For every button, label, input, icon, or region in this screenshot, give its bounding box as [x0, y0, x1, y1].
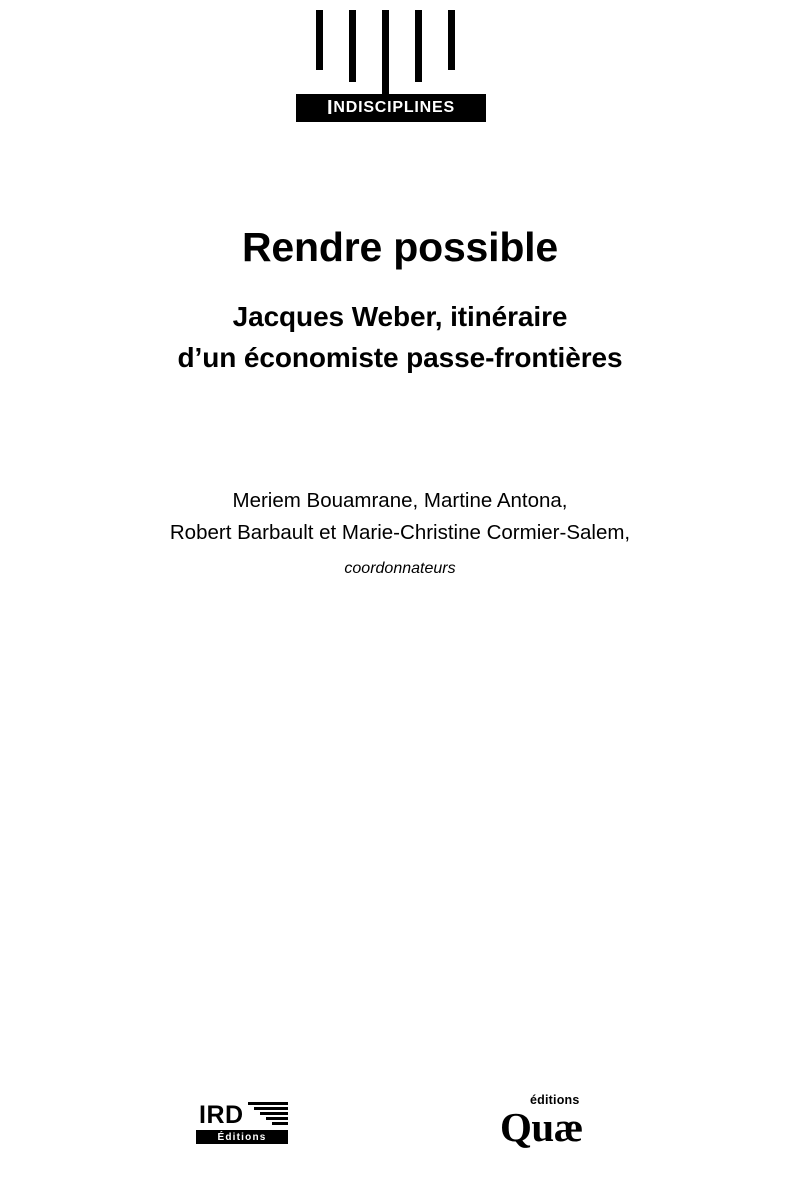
ird-editions-logo [196, 1100, 288, 1144]
series-tick-2 [349, 10, 356, 82]
quae-name: Quæ [500, 1104, 583, 1150]
title-block [0, 225, 800, 378]
series-name-prefix: I [327, 96, 334, 119]
ird-logo-top [196, 1100, 288, 1130]
authors-role: coordonnateurs [344, 559, 456, 577]
authors-line-1: Meriem Bouamrane, Martine Antona, [232, 489, 568, 512]
series-name-band [296, 94, 486, 122]
series-tick-5 [448, 10, 455, 70]
series-name-text: NDISCIPLINES [333, 99, 455, 116]
series-logo [296, 10, 486, 122]
ird-stripe-5 [272, 1122, 288, 1125]
page-subtitle [0, 297, 800, 378]
quae-editions-logo [500, 1093, 620, 1149]
series-tick-1 [316, 10, 323, 70]
authors-block [0, 485, 800, 578]
ird-editions-label: Éditions [196, 1130, 288, 1144]
ird-stripe-3 [260, 1112, 288, 1115]
page-subtitle-line-2: d’un économiste passe-frontières [177, 341, 623, 373]
series-tick-3 [382, 10, 389, 94]
quae-editions-label: éditions [530, 1093, 580, 1107]
ird-letters: IRD [199, 1101, 244, 1129]
series-tick-4 [415, 10, 422, 82]
page-subtitle-line-1: Jacques Weber, itinéraire [232, 301, 568, 333]
ird-stripe-1 [248, 1102, 288, 1105]
authors-list [0, 485, 800, 549]
ird-stripe-2 [254, 1107, 288, 1110]
ird-stripe-4 [266, 1117, 288, 1120]
ird-stripes-icon [248, 1100, 288, 1130]
publisher-logos [0, 1085, 800, 1165]
series-ticks-decoration [306, 10, 476, 94]
page-title: Rendre possible [242, 224, 558, 270]
authors-line-2: Robert Barbault et Marie-Christine Cormier-Salem, [169, 520, 631, 544]
